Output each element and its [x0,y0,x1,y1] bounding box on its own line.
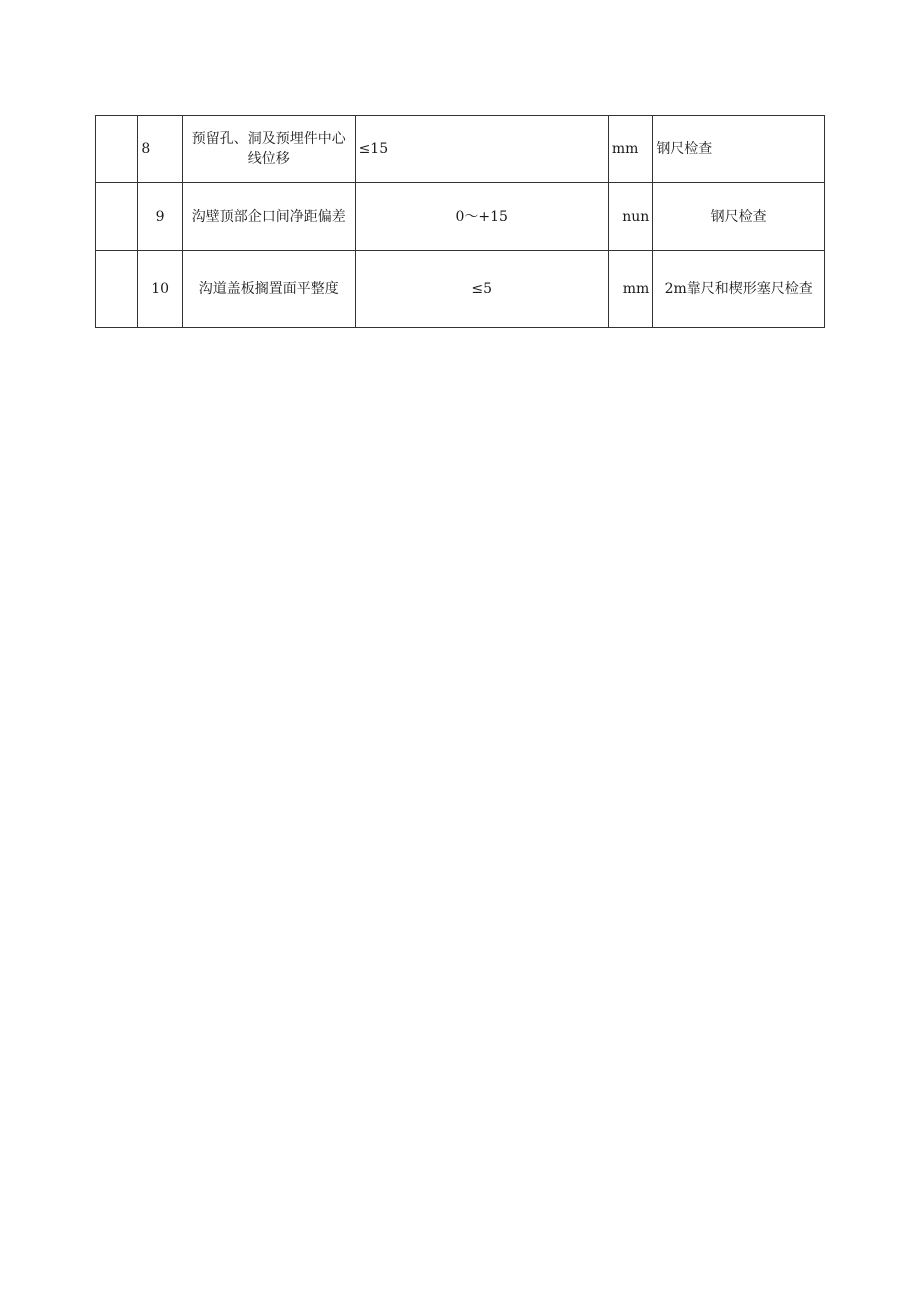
check-method: 2m靠尺和楔形塞尺检查 [653,251,825,328]
category-cell [96,183,138,251]
table-row [96,183,825,251]
tolerance-value: 0～+15 [355,183,608,251]
unit: mm [608,251,653,328]
inspection-table [95,115,825,328]
tolerance-value: ≤15 [355,116,608,183]
unit: mm [608,116,653,183]
category-cell [96,116,138,183]
table-row [96,251,825,328]
row-number: 10 [138,251,183,328]
category-cell [96,251,138,328]
check-item: 预留孔、洞及预埋件中心线位移 [182,116,355,183]
table-row [96,116,825,183]
check-item: 沟道盖板搁置面平整度 [182,251,355,328]
check-method: 钢尺检查 [653,116,825,183]
row-number: 8 [138,116,183,183]
row-number: 9 [138,183,183,251]
tolerance-value: ≤5 [355,251,608,328]
unit: nun [608,183,653,251]
check-item: 沟壁顶部企口间净距偏差 [182,183,355,251]
check-method: 钢尺检查 [653,183,825,251]
